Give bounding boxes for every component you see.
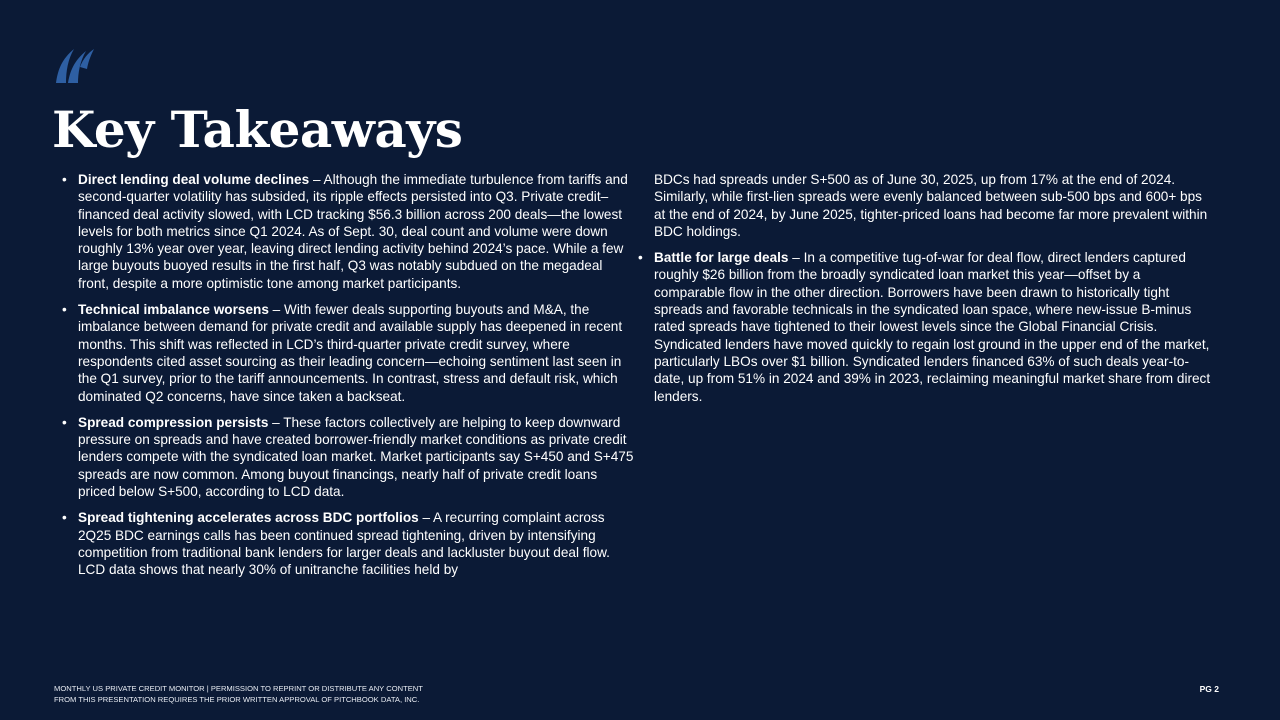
bullet-heading: Spread tightening accelerates across BDC portfolios (78, 510, 419, 526)
bullet-item (638, 249, 1214, 405)
bullet-continuation: BDCs had spreads under S+500 as of June 30, 2025, up from 17% at the end of 2024. Similarly, while first-lien spreads were evenly balanced between sub-500 bps and 600+ bps at the end of 2024, by June 2025, tighter-priced loans had become far more prevalent within BDC holdings. (654, 172, 1208, 239)
bullet-text: – With fewer deals supporting buyouts and M&A, the imbalance between demand for private credit and available supply has deepened in recent months. This shift was reflected in LCD’s third-quarter private credit survey, where respondents cited asset sourcing as their leading concern—echoing sentiment last seen in the Q1 survey, prior to the tariff announcements. In contrast, stress and default risk, which dominated Q2 concerns, have since taken a backseat. (78, 302, 623, 404)
bullet-text: – A recurring complaint across 2Q25 BDC earnings calls has been continued spread tightening, driven by intensifying competition from traditional bank lenders for larger deals and lackluster buyout deal flow. LCD data shows that nearly 30% of unitranche facilities held by (78, 510, 610, 578)
bullet-text: – In a competitive tug-of-war for deal flow, direct lenders captured roughly $26 billion from the broadly syndicated loan market this year—offset by a comparable flow in the other direction. Borrowers have been drawn to historically tight spreads and favorable technicals in the syndicated loan space, where new-issue B-minus rated spreads have tightened to their lowest levels since the Global Financial Crisis. Syndicated lenders have moved quickly to regain lost ground in the upper end of the market, particularly LBOs over $1 billion. Syndicated lenders financed 63% of such deals year-to-date, up from 51% in 2024 and 39% in 2023, reclaiming meaningful market share from direct lenders. (654, 250, 1211, 404)
page-title: Key Takeaways (52, 100, 463, 159)
bullet-dot: • (62, 414, 67, 430)
bullet-heading: Technical imbalance worsens (78, 302, 269, 318)
pitchbook-logo-icon (52, 43, 96, 87)
footer-disclaimer (54, 684, 574, 705)
bullet-dot: • (62, 172, 67, 187)
footer-line: FROM THIS PRESENTATION REQUIRES THE PRIOR WRITTEN APPROVAL OF PITCHBOOK DATA, INC. (54, 694, 420, 704)
bullet-item (62, 414, 634, 500)
bullet-heading: Direct lending deal volume declines (78, 172, 310, 187)
bullet-dot: • (62, 510, 67, 526)
bullet-item (62, 509, 634, 578)
right-column (638, 171, 1214, 414)
bullet-item (62, 301, 634, 405)
bullet-dot: • (62, 302, 67, 318)
bullet-text: – Although the immediate turbulence from tariffs and second-quarter volatility has subsided, its ripple effects persisted into Q3. Private credit–financed deal activity slowed, with LCD tracking $56.3 billion across 200 deals—the lowest levels for both metrics since Q1 2024. As of Sept. 30, deal count and volume were down roughly 13% year over year, leaving direct lending activity behind 2024’s pace. While a few large buyouts buoyed results in the first half, Q3 was notably subdued on the megadeal front, despite a more optimistic tone among market participants. (78, 172, 628, 291)
left-column (62, 171, 634, 588)
bullet-heading: Battle for large deals (654, 250, 789, 266)
bullet-item (62, 171, 634, 292)
bullet-text: – These factors collectively are helping to keep downward pressure on spreads and have created borrower-friendly market conditions as private credit lenders compete with the syndicated loan market. Market participants say S+450 and S+475 spreads are now common. Among buyout financings, nearly half of private credit loans priced below S+500, according to LCD data. (78, 414, 634, 500)
bullet-heading: Spread compression persists (78, 414, 269, 430)
footer-line: MONTHLY US PRIVATE CREDIT MONITOR | PERMISSION TO REPRINT OR DISTRIBUTE ANY CONTENT (54, 684, 423, 693)
page-number: PG 2 (1199, 684, 1219, 694)
bullet-dot: • (638, 250, 643, 266)
